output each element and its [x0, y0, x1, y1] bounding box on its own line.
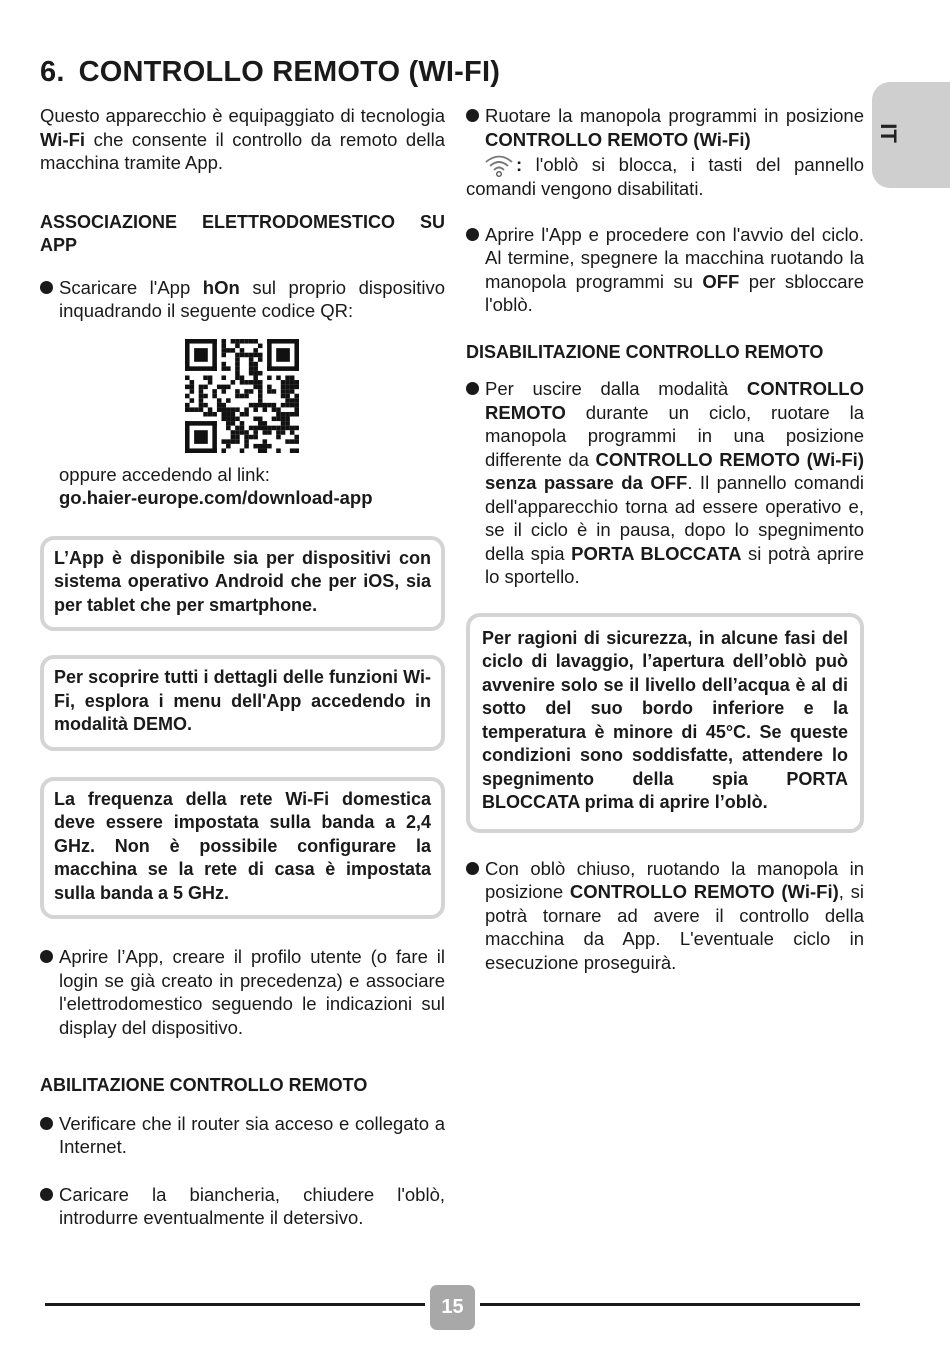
wifi-icon [484, 153, 514, 177]
disable-heading: DISABILITAZIONE CONTROLLO REMOTO [466, 341, 824, 362]
info-box-frequency: La frequenza della rete Wi-Fi domestica deve essere impostata sulla banda a 2,4 GHz. Non è possibile configurare la macchina se la rete di casa è impostata sulla banda a 5 GHz. [40, 777, 445, 920]
assoc-bullet [40, 276, 445, 323]
info-box-platforms: L’App è disponibile sia per dispositivi con sistema operativo Android che per iOS, sia per tablet che per smartphone. [40, 536, 445, 632]
assoc-bullet-text-end: sul proprio dispositivo inquadrando il seguente codice QR: [59, 276, 446, 321]
section-title: CONTROLLO REMOTO (WI-FI) [78, 56, 501, 88]
right-column [466, 104, 864, 974]
enable-bullet-router [40, 1112, 445, 1159]
bullet-dot-icon [466, 382, 479, 395]
start-bullet-text: Aprire l'App e procedere con l'avvio del ciclo. Al termine, spegnere la macchina ruotando la manopola programmi su [485, 223, 864, 292]
footer-rule-right [480, 1303, 860, 1306]
disable-bullet [466, 377, 864, 589]
language-tab [872, 82, 950, 188]
intro-wifi-bold: Wi-Fi [40, 128, 86, 150]
disable-bold-1: CONTROLLO REMOTO [485, 378, 864, 423]
disable-text-1: Per uscire dalla modalità [485, 378, 747, 399]
enable-bullet-router-text: Verificare che il router sia acceso e collegato a Internet. [59, 1112, 445, 1157]
disable-text-4: si potrà aprire lo sportello. [485, 542, 864, 587]
closed-bold: CONTROLLO REMOTO (Wi-Fi) [569, 881, 839, 902]
link-block [40, 463, 445, 510]
rotate-bullet [466, 104, 864, 151]
intro-text-end: che consente il controllo da remoto della macchina tramite App. [40, 128, 445, 173]
wifi-note [466, 153, 864, 201]
safety-box: Per ragioni di sicurezza, in alcune fasi del ciclo di lavaggio, l’apertura dell’oblò può avvenire solo se il livello dell’acqua è al di sotto del suo bordo inferiore e la temperatura è minore di 45°C. Se queste condizioni sono soddisfatte, attendere lo spegnimento della spia PORTA BLOCCATA prima di aprire l’oblò. [466, 613, 864, 833]
bullet-dot-icon [466, 228, 479, 241]
link-intro: oppure accedendo al link: [59, 463, 270, 485]
bullet-dot-icon [40, 950, 53, 963]
footer-rule-left [45, 1303, 425, 1306]
left-column [40, 104, 445, 1230]
off-bold: OFF [702, 270, 740, 292]
wifi-note-text: l'oblò si blocca, i tasti del pannello comandi vengono disabilitati. [466, 154, 864, 199]
open-app-bullet [40, 945, 445, 1039]
disable-bold-3: PORTA BLOCCATA [571, 542, 742, 564]
wifi-note-colon: : [516, 154, 523, 175]
section-number: 6. [40, 56, 65, 88]
intro-text: Questo apparecchio è equipaggiato di tecnologia [40, 105, 445, 126]
bullet-dot-icon [466, 862, 479, 875]
start-bullet [466, 223, 864, 317]
bullet-dot-icon [40, 281, 53, 294]
bullet-dot-icon [40, 1188, 53, 1201]
closed-text-1: Con oblò chiuso, ruotando la manopola in posizione [485, 857, 864, 902]
page-title [40, 56, 500, 89]
qr-code-icon[interactable] [185, 339, 299, 453]
assoc-heading: ASSOCIAZIONE ELETTRODOMESTICO SU APP [40, 211, 445, 255]
assoc-bullet-text: Scaricare l'App [59, 276, 203, 298]
page-number: 15 [430, 1285, 475, 1330]
closed-door-bullet [466, 857, 864, 975]
bullet-dot-icon [466, 109, 479, 122]
open-app-text: Aprire l’App, creare il profilo utente (o fare il login se già creato in precedenza) e associare l'elettrodomestico seguendo le indicazioni sul display del dispositivo. [59, 946, 445, 1038]
language-tab-label: IT [875, 123, 901, 143]
download-link[interactable]: go.haier-europe.com/download-app [59, 487, 373, 508]
hon-app-name: hOn [202, 276, 240, 298]
remote-control-bold: CONTROLLO REMOTO (Wi-Fi) [485, 128, 751, 150]
intro-paragraph [40, 104, 445, 175]
enable-heading: ABILITAZIONE CONTROLLO REMOTO [40, 1075, 368, 1095]
disable-text-2: durante un ciclo, ruotare la manopola programmi in una posizione differente da [485, 401, 864, 470]
bullet-dot-icon [40, 1117, 53, 1130]
enable-bullet-laundry-text: Caricare la biancheria, chiudere l'oblò, introdurre eventualmente il detersivo. [59, 1183, 445, 1228]
rotate-bullet-text: Ruotare la manopola programmi in posizione [485, 105, 864, 126]
disable-bold-2: CONTROLLO REMOTO (Wi-Fi) senza passare da OFF [485, 448, 864, 493]
disable-text-3: . Il pannello comandi dell'apparecchio torna ad essere operativo e, se il ciclo è in pausa, dopo lo spegnimento della spia [485, 472, 864, 564]
enable-bullet-laundry [40, 1183, 445, 1230]
info-box-demo: Per scoprire tutti i dettagli delle funzioni Wi-Fi, esplora i menu dell'App accedendo in modalità DEMO. [40, 655, 445, 751]
closed-text-2: , si potrà tornare ad avere il controllo della macchina da App. L'eventuale ciclo in esecuzione proseguirà. [485, 881, 864, 973]
start-bullet-text-end: per sbloccare l'oblò. [485, 270, 864, 315]
